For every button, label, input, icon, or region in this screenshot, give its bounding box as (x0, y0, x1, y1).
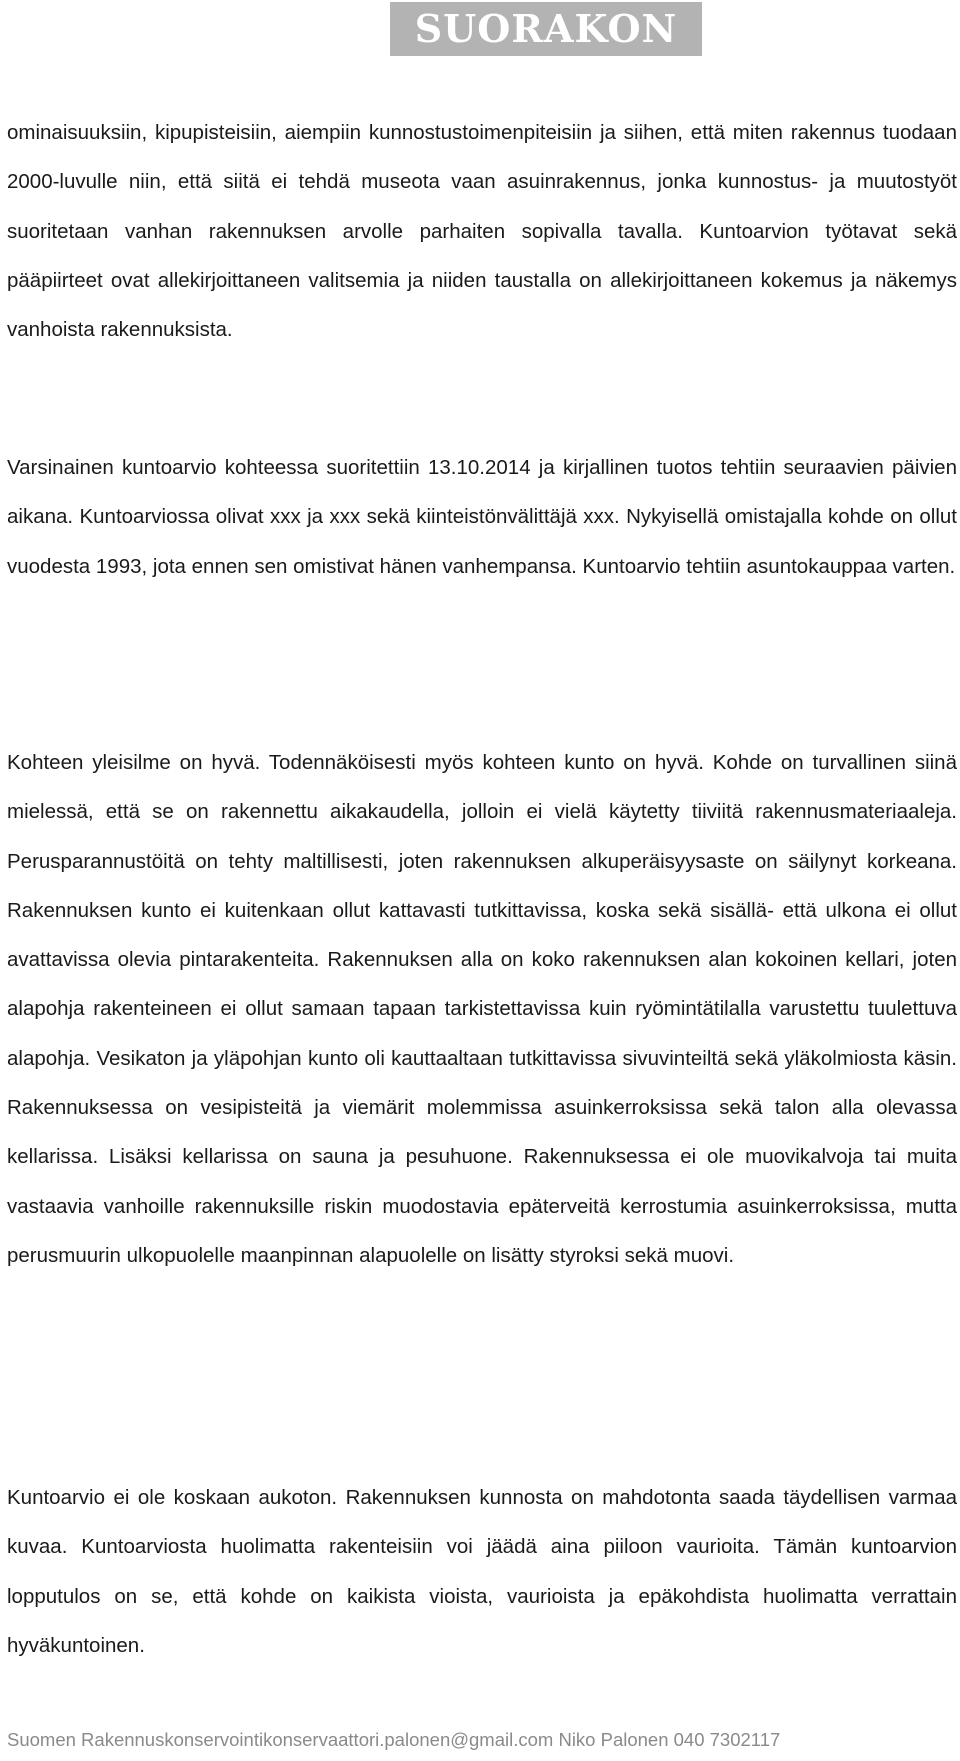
paragraph-intro-continuation: ominaisuuksiin, kipupisteisiin, aiempiin kunnostustoimenpiteisiin ja siihen, että miten rakennus tuodaan 2000-luvulle niin, että siitä ei tehdä museota vaan asuinrakennus, jonka kunnostus- ja muutostyöt suoritetaan vanhan rakennuksen arvolle parhaiten sopivalla tavalla. Kuntoarvion työtavat sekä pääpiirteet ovat allekirjoittaneen valitsemia ja niiden taustalla on allekirjoittaneen kokemus ja näkemys vanhoista rakennuksista. (7, 121, 957, 342)
company-logo (390, 2, 702, 56)
paragraph-general-condition: Kohteen yleisilme on hyvä. Todennäköisesti myös kohteen kunto on hyvä. Kohde on turvallinen siinä mielessä, että se on rakennettu aikakaudella, jolloin ei vielä käytetty tiiviitä rakennusmateriaaleja. Perusparannustöitä on tehty maltillisesti, joten rakennuksen alkuperäisyysaste on säilynyt korkeana. Rakennuksen kunto ei kuitenkaan ollut kattavasti tutkittavissa, koska sekä sisällä- että ulkona ei ollut avattavissa olevia pintarakenteita. Rakennuksen alla on koko rakennuksen alan kokoinen kellari, joten alapohja rakenteineen ei ollut samaan tapaan tarkistettavissa kuin ryömintätilalla varustettu tuulettuva alapohja. Vesikaton ja yläpohjan kunto oli kauttaaltaan tutkittavissa sivuvinteiltä sekä yläkolmiosta käsin. Rakennuksessa on vesipisteitä ja viemärit molemmissa asuinkerroksissa sekä talon alla olevassa kellarissa. Lisäksi kellarissa on sauna ja pesuhuone. Rakennuksessa ei ole muovikalvoja tai muita vastaavia vanhoille rakennuksille riskin muodostavia epäterveitä kerrostumia asuinkerroksissa, mutta perusmuurin ulkopuolelle maanpinnan alapuolelle on lisätty styroksi sekä muovi. (7, 751, 957, 1267)
logo-text: SUORAKON (414, 6, 678, 51)
paragraph-disclaimer: Kuntoarvio ei ole koskaan aukoton. Rakennuksen kunnosta on mahdotonta saada täydellisen varmaa kuvaa. Kuntoarviosta huolimatta rakenteisiin voi jäädä aina piiloon vaurioita. Tämän kuntoarvion lopputulos on se, että kohde on kaikista vioista, vaurioista ja epäkohdista huolimatta verrattain hyväkuntoinen. (7, 1486, 957, 1657)
paragraph-inspection-details: Varsinainen kuntoarvio kohteessa suoritettiin 13.10.2014 ja kirjallinen tuotos tehtiin seuraavien päivien aikana. Kuntoarviossa olivat xxx ja xxx sekä kiinteistönvälittäjä xxx. Nykyisellä omistajalla kohde on ollut vuodesta 1993, jota ennen sen omistivat hänen vanhempansa. Kuntoarvio tehtiin asuntokauppaa varten. (7, 456, 957, 578)
page-footer: Suomen Rakennuskonservointikonservaattori.palonen@gmail.com Niko Palonen 040 7302117 (7, 1729, 781, 1750)
